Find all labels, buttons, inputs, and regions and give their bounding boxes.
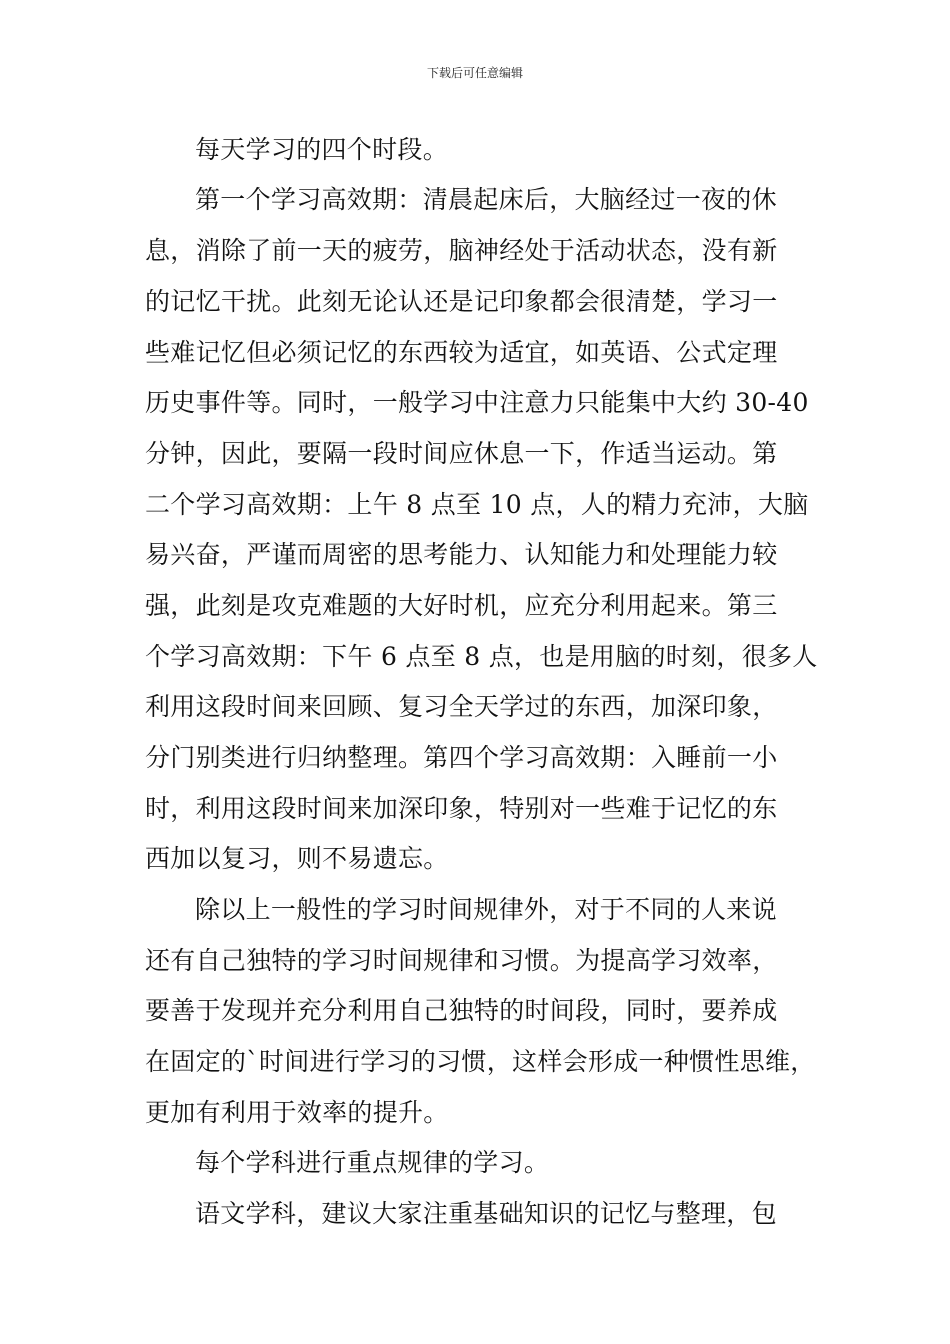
- text-line: 时，利用这段时间来加深印象，特别对一些难于记忆的东: [145, 794, 778, 823]
- text-line: 易兴奋，严谨而周密的思考能力、认知能力和处理能力较: [145, 540, 778, 569]
- text-line: 更加有利用于效率的提升。: [145, 1098, 449, 1127]
- text-line: 还有自己独特的学习时间规律和习惯。为提高学习效率，: [145, 946, 778, 975]
- text-line: 每天学习的四个时段。: [195, 135, 449, 164]
- text-line: 分钟，因此，要隔一段时间应休息一下，作适当运动。第: [145, 439, 778, 468]
- page-header: 下载后可任意编辑: [426, 66, 523, 80]
- text-line: 在固定的`时间进行学习的习惯，这样会形成一种惯性思维，: [145, 1047, 816, 1076]
- text-line: 西加以复习，则不易遗忘。: [145, 844, 449, 873]
- text-line: 第一个学习高效期：清晨起床后，大脑经过一夜的休: [195, 185, 777, 214]
- text-line: 语文学科，建议大家注重基础知识的记忆与整理，包: [195, 1199, 777, 1228]
- text-line: 除以上一般性的学习时间规律外，对于不同的人来说: [195, 895, 777, 924]
- text-line: 个学习高效期：下午 6 点至 8 点，也是用脑的时刻，很多人: [145, 642, 818, 671]
- text-line: 的记忆干扰。此刻无论认还是记印象都会很清楚，学习一: [145, 287, 778, 316]
- text-line: 二个学习高效期：上午 8 点至 10 点，人的精力充沛，大脑: [145, 490, 809, 519]
- text-line: 要善于发现并充分利用自己独特的时间段，同时，要养成: [145, 996, 778, 1025]
- text-line: 历史事件等。同时，一般学习中注意力只能集中大约 30-40: [145, 388, 809, 417]
- text-line: 利用这段时间来回顾、复习全天学过的东西，加深印象，: [145, 692, 778, 721]
- text-line: 强，此刻是攻克难题的大好时机，应充分利用起来。第三: [145, 591, 778, 620]
- text-line: 些难记忆但必须记忆的东西较为适宜，如英语、公式定理: [145, 338, 778, 367]
- text-line: 每个学科进行重点规律的学习。: [195, 1148, 550, 1177]
- text-line: 分门别类进行归纳整理。第四个学习高效期：入睡前一小: [145, 743, 778, 772]
- text-line: 息，消除了前一天的疲劳，脑神经处于活动状态，没有新: [145, 236, 778, 265]
